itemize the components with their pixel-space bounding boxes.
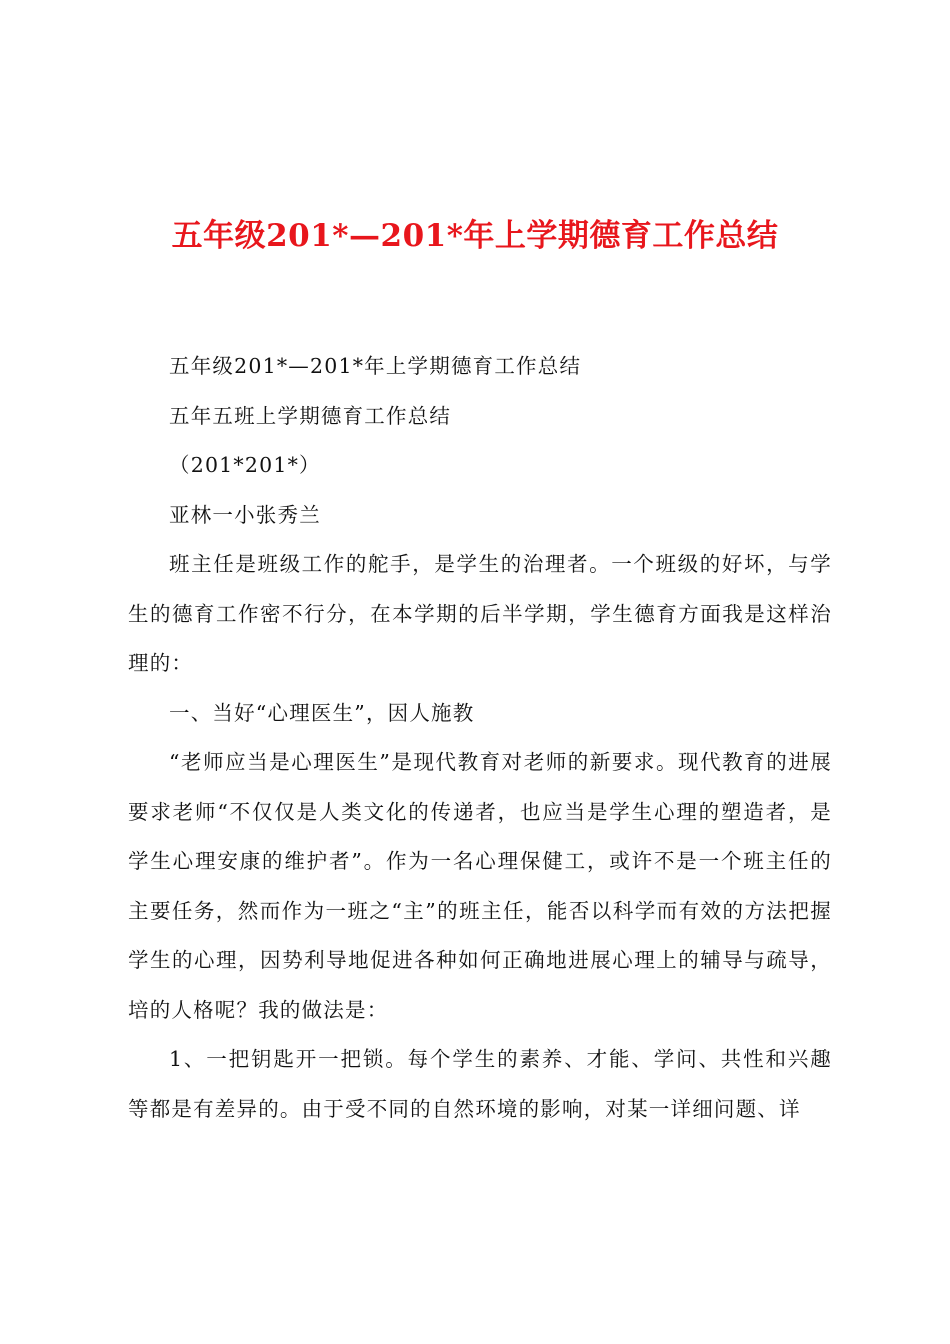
paragraph-heading-repeat: 五年级201*—201*年上学期德育工作总结 xyxy=(169,354,582,378)
paragraph-point-1: 1、一把钥匙开一把锁。每个学生的素养、才能、学问、共性和兴趣等都是有差异的。由于受不同的自然环境的影响，对某一详细问题、详 xyxy=(128,1047,832,1121)
paragraph-section-1-heading: 一、当好“心理医生”，因人施教 xyxy=(169,700,475,725)
document-body xyxy=(128,342,832,1134)
paragraph-section-1-body: “老师应当是心理医生”是现代教育对老师的新要求。现代教育的进展要求老师“不仅仅是人类文化的传递者，也应当是学生心理的塑造者，是学生心理安康的维护者”。作为一名心理保健工，或许不是一个班主任的主要任务，然而作为一班之“主”的班主任，能否以科学而有效的方法把握学生的心理，因势利导地促进各种如何正确地进展心理上的辅导与疏导，培的人格呢？我的做法是： xyxy=(128,750,832,1022)
document-title: 五年级201*—201*年上学期德育工作总结 xyxy=(171,218,779,254)
paragraph-intro: 班主任是班级工作的舵手，是学生的治理者。一个班级的好坏，与学生的德育工作密不行分，在本学期的后半学期，学生德育方面我是这样治理的： xyxy=(128,552,832,675)
paragraph-year: （201*201*） xyxy=(169,453,321,477)
paragraph-author: 亚林一小张秀兰 xyxy=(169,502,321,527)
paragraph-subtitle: 五年五班上学期德育工作总结 xyxy=(169,403,452,428)
